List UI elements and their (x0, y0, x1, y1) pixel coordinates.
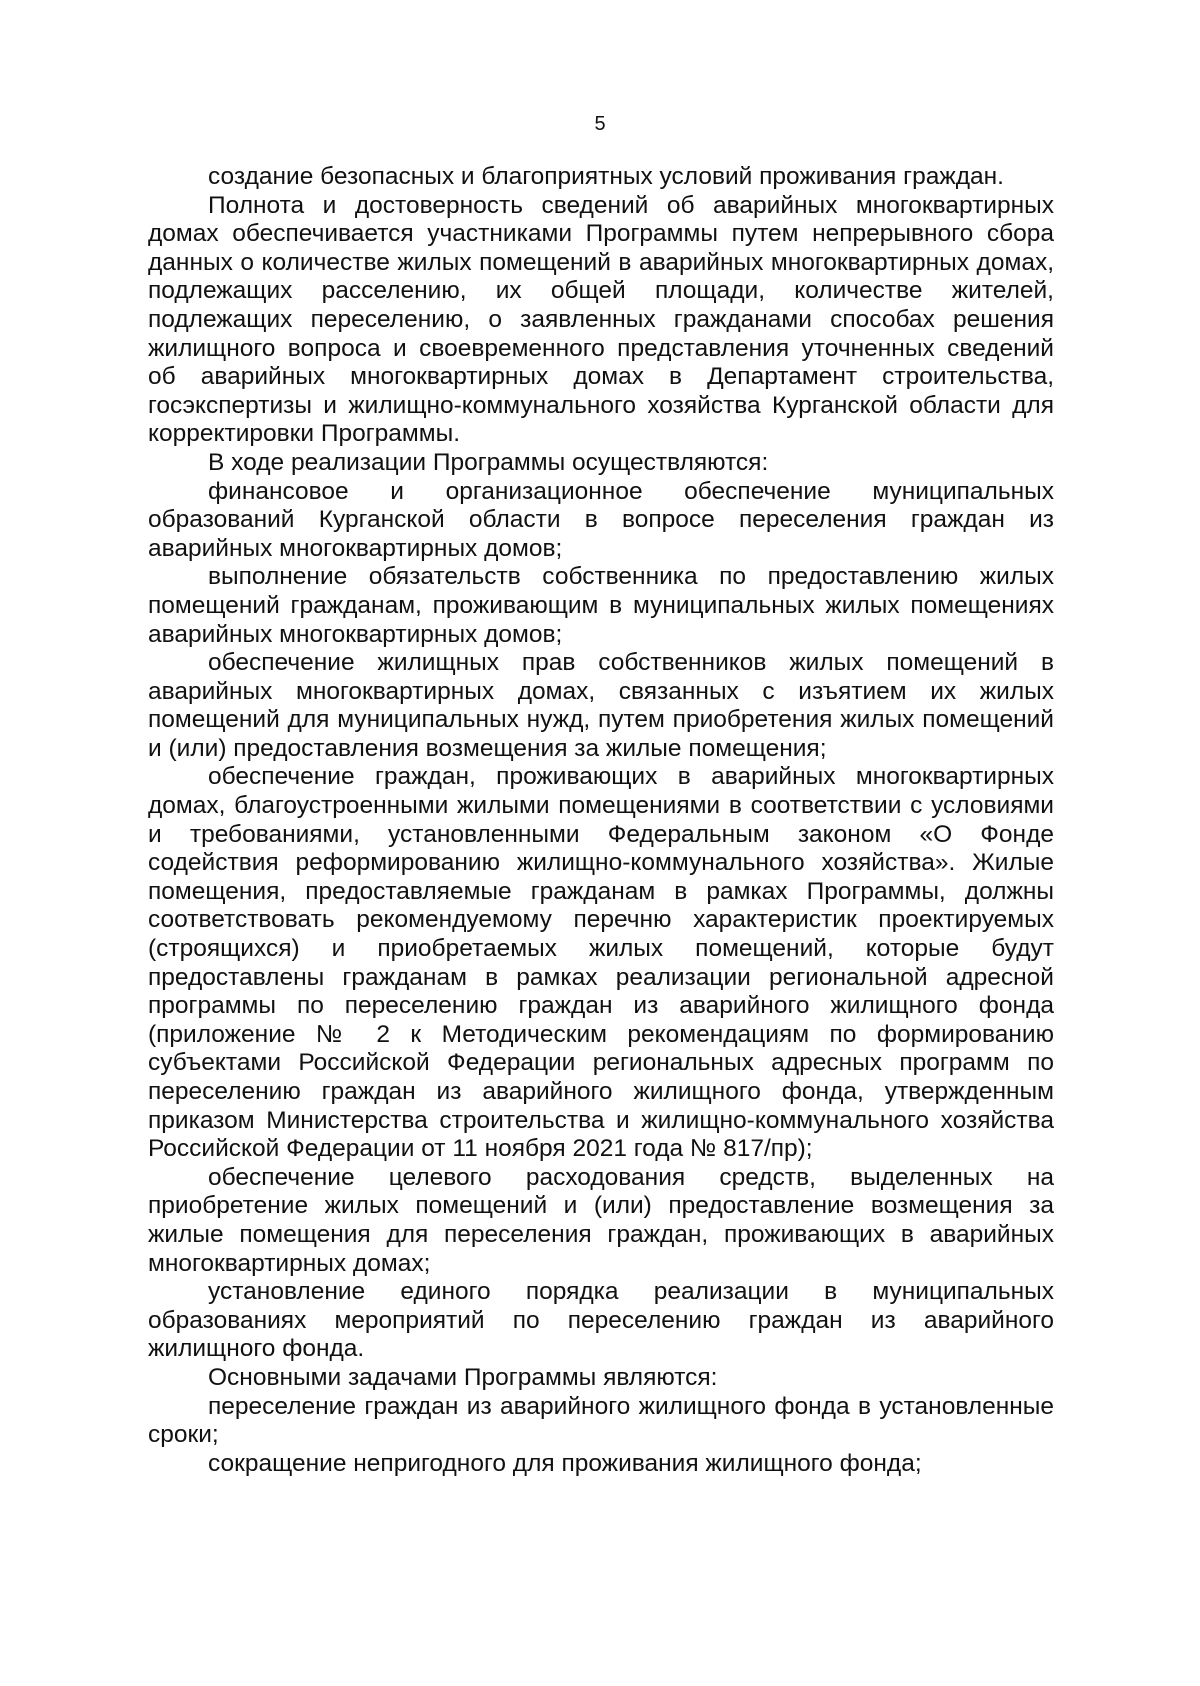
paragraph: выполнение обязательств собственника по предоставлению жилых помещений гражданам, проживающим в муниципальных жилых помещениях аварийных многоквартирных домов; (148, 563, 1054, 648)
paragraph: создание безопасных и благоприятных условий проживания граждан. (208, 163, 1004, 190)
paragraph: обеспечение целевого расходования средств, выделенных на приобретение жилых помещений и (или) предоставление возмещения за жилые помещения для переселения граждан, проживающих в аварийных многоквартирных домах; (148, 1163, 1054, 1277)
paragraph: переселение граждан из аварийного жилищного фонда в установленные сроки; (148, 1392, 1054, 1449)
paragraph: обеспечение жилищных прав собственников жилых помещений в аварийных многоквартирных домах, связанных с изъятием их жилых помещений для муниципальных нужд, путем приобретения жилых помещений и (или) предоставления возмещения за жилые помещения; (148, 649, 1054, 762)
paragraph: В ходе реализации Программы осуществляются: (208, 448, 769, 476)
paragraph: Полнота и достоверность сведений об аварийных многоквартирных домах обеспечивается участниками Программы путем непрерывного сбора данных о количестве жилых помещений в аварийных многоквартирных домах, подлежащих расселению, их общей площади, количестве жителей, подлежащих переселению, о заявленных гражданами способах решения жилищного вопроса и своевременного представления уточненных сведений об аварийных многоквартирных домах в Департамент строительства, госэкспертизы и жилищно-коммунального хозяйства Курганской области для корректировки Программы. (148, 191, 1054, 448)
paragraph: установление единого порядка реализации в муниципальных образованиях мероприятий по переселению граждан из аварийного жилищного фонда. (148, 1278, 1054, 1363)
paragraph: Основными задачами Программы являются: (208, 1363, 718, 1391)
paragraph: обеспечение граждан, проживающих в аварийных многоквартирных домах, благоустроенными жилыми помещениями в соответствии с условиями и требованиями, установленными Федеральным законом «О Фонде содействия реформированию жилищно-коммунального хозяйства». Жилые помещения, предоставляемые гражданам в рамках Программы, должны соответствовать рекомендуемому перечню характеристик проектируемых (строящихся) и приобретаемых жилых помещений, которые будут предоставлены гражданам в рамках реализации региональной адресной программы по переселению граждан из аварийного жилищного фонда (приложение № 2 к Методическим рекомендациям по формированию субъектами Российской Федерации региональных адресных программ по переселению граждан из аварийного жилищного фонда, утвержденным приказом Министерства строительства и жилищно-коммунального хозяйства Российской Федерации от 11 ноября 2021 года № 817/пр); (148, 763, 1054, 1163)
page-number: 5 (594, 113, 606, 135)
paragraph: финансовое и организационное обеспечение муниципальных образований Курганской области в вопросе переселения граждан из аварийных многоквартирных домов; (148, 477, 1054, 562)
paragraph: сокращение непригодного для проживания жилищного фонда; (208, 1449, 922, 1477)
document-body (148, 163, 1054, 1478)
